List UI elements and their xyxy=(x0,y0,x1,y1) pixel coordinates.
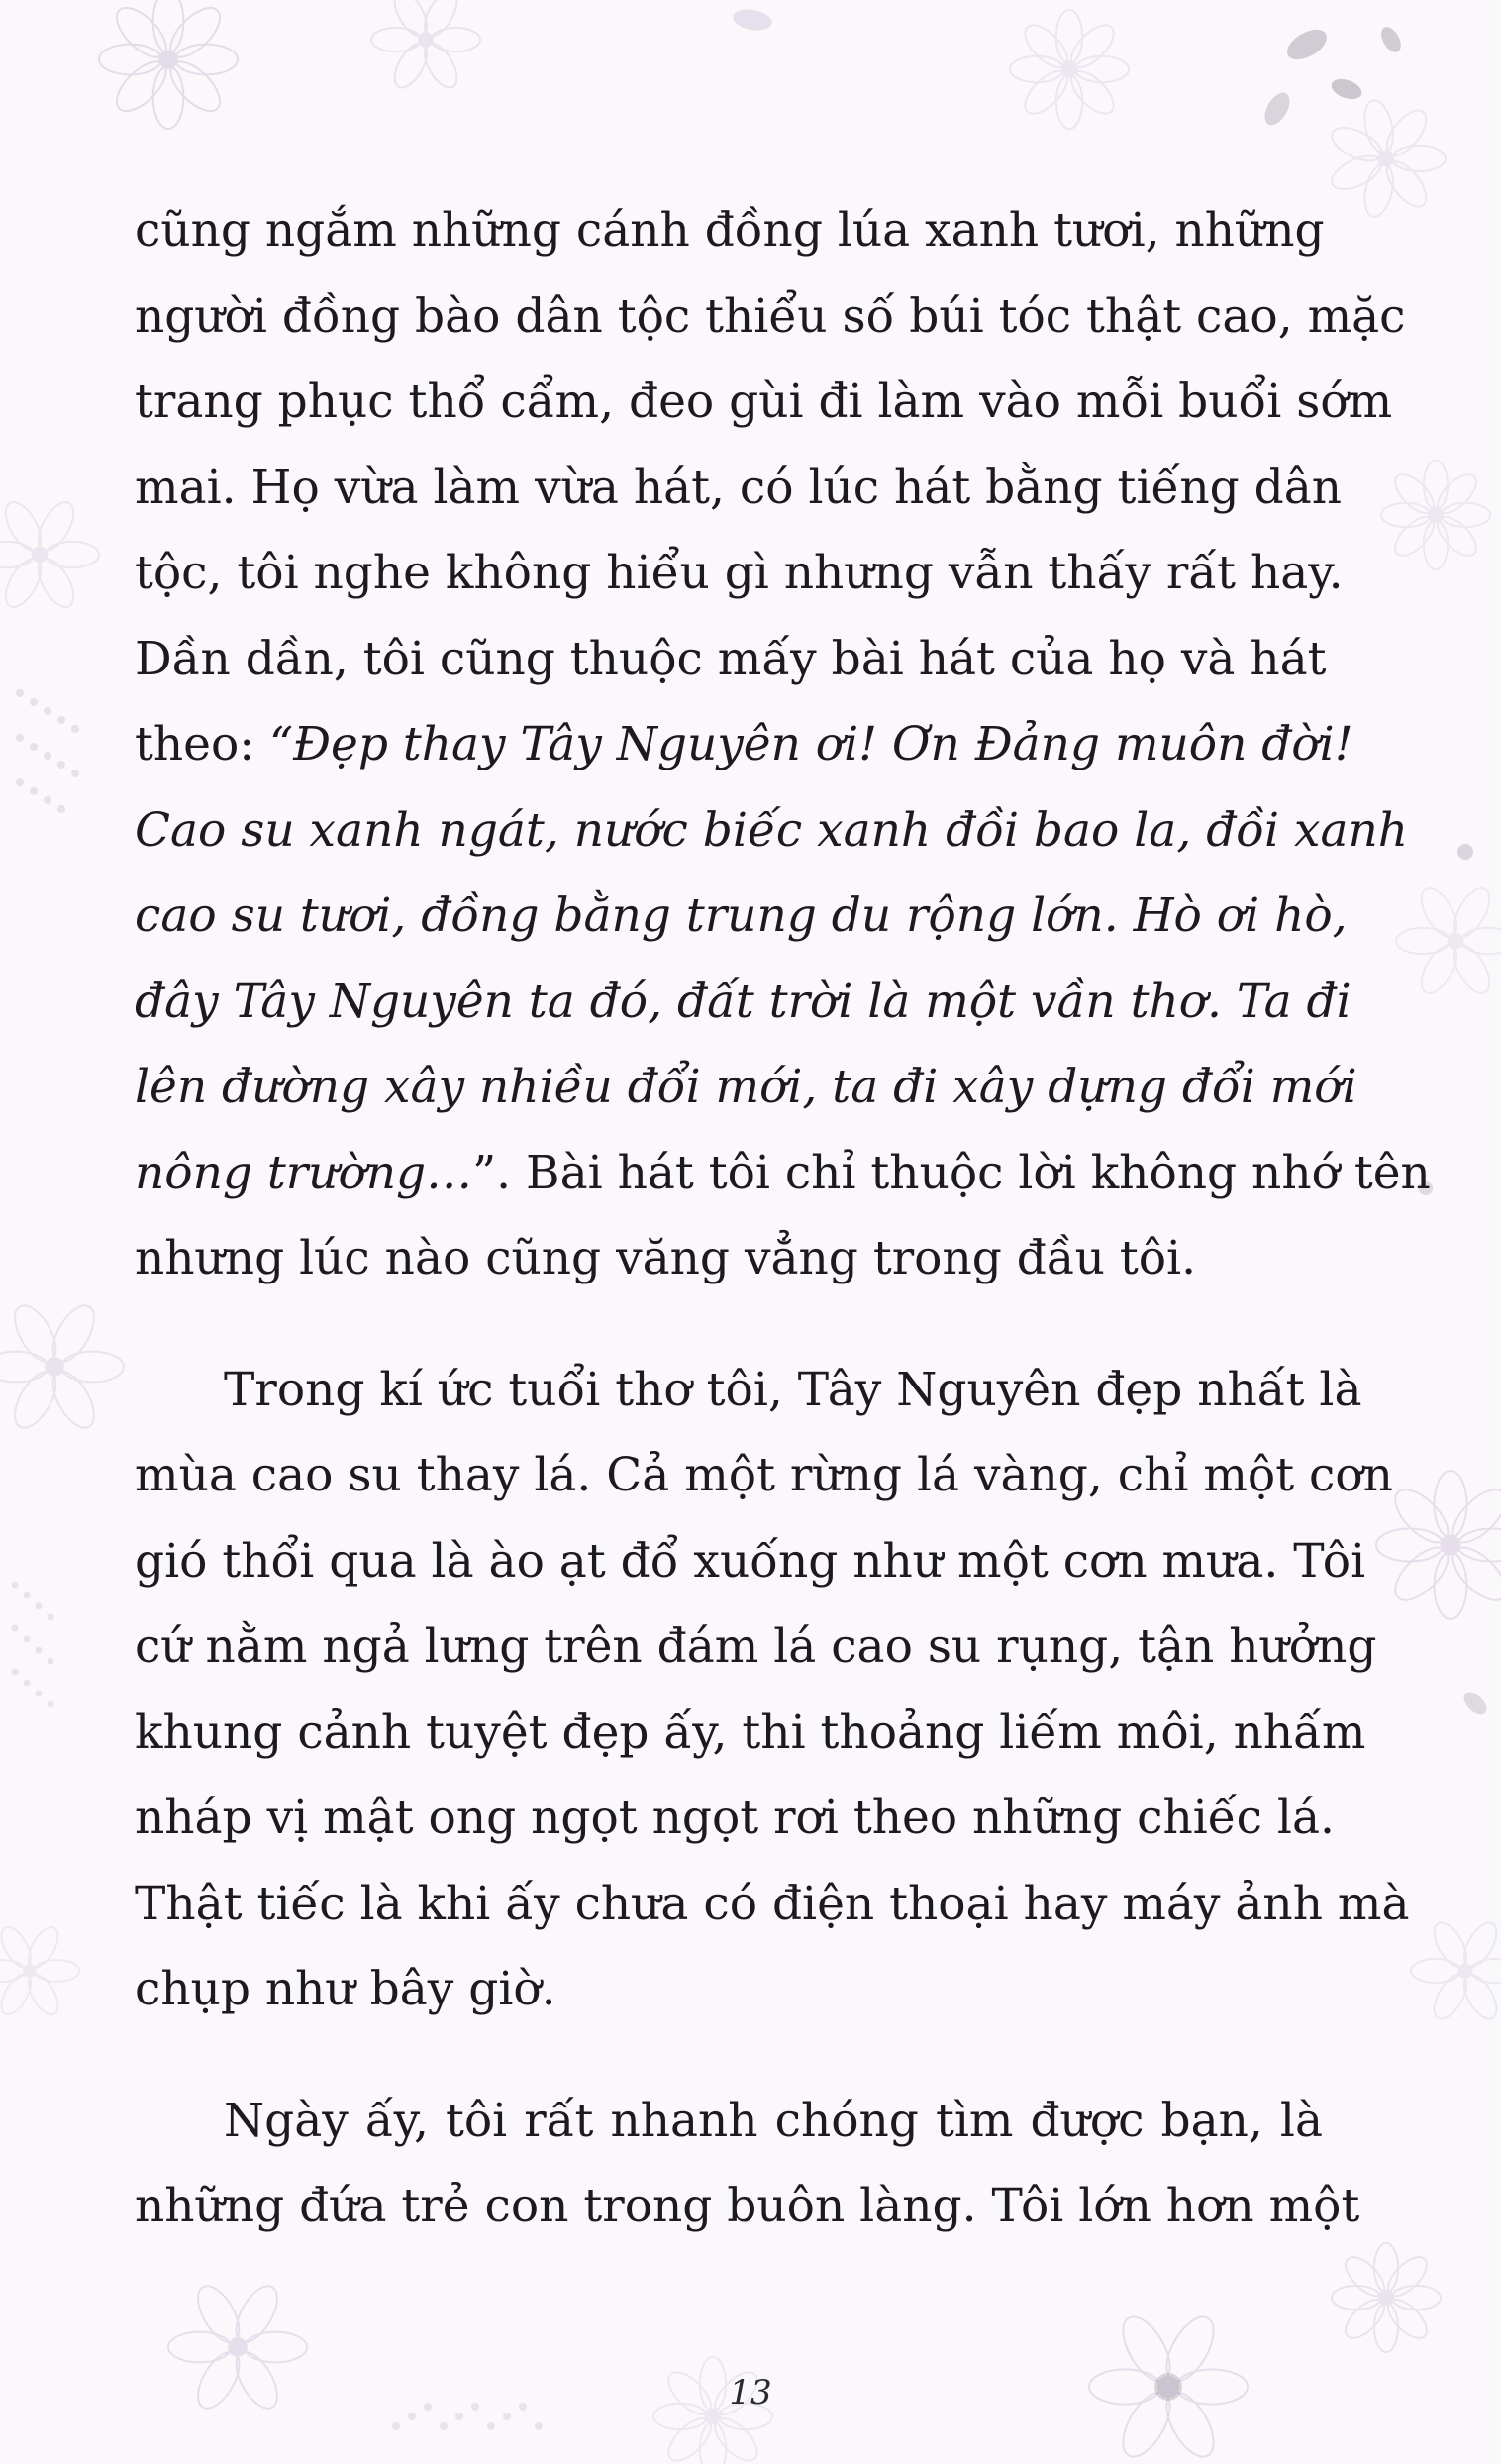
dot-decoration xyxy=(16,734,24,742)
flower-decoration xyxy=(1396,882,1501,998)
flower-decoration xyxy=(1411,1917,1501,2023)
paragraph xyxy=(135,188,1431,1302)
text-segment: cứ nằm ngả lưng trên đám lá cao su rụng, tận hưởng xyxy=(135,1619,1377,1674)
text-line xyxy=(135,2164,1360,2250)
text-line xyxy=(135,1604,1377,1691)
leaf-decoration xyxy=(1259,88,1294,129)
italic-lyric-segment: “Đẹp thay Tây Nguyên ơi! Ơn Đảng muôn đời! xyxy=(269,717,1353,771)
body-text xyxy=(135,188,1431,2250)
text-line xyxy=(135,1216,1323,1302)
leaf-decoration xyxy=(1329,75,1364,103)
paragraph-gap xyxy=(135,1302,1323,1348)
italic-lyric-segment: lên đường xây nhiều đổi mới, ta đi xây dựng đổi mới xyxy=(135,1060,1357,1114)
flower-decoration xyxy=(1010,10,1129,129)
dot-decoration xyxy=(12,1669,19,1676)
dot-decoration xyxy=(12,1625,19,1632)
dot-decoration xyxy=(48,1701,54,1708)
dot-decoration xyxy=(36,1603,43,1610)
dot-decoration xyxy=(16,689,24,697)
dot-decoration xyxy=(44,796,51,804)
page-number: 13 xyxy=(729,2373,772,2413)
dot-decoration xyxy=(24,1592,31,1599)
text-segment: gió thổi qua là ào ạt đổ xuống như một cơn mưa. Tôi xyxy=(135,1533,1366,1589)
text-line xyxy=(135,446,1343,532)
text-segment: theo: xyxy=(135,717,270,771)
text-line xyxy=(135,617,1327,703)
text-segment: những đứa trẻ con trong buôn làng. Tôi lớn hơn một xyxy=(135,2179,1360,2233)
text-line xyxy=(135,1691,1366,1777)
leaf-decoration xyxy=(1282,24,1332,66)
paragraph-gap xyxy=(135,2033,1323,2079)
italic-lyric-segment: nông trường… xyxy=(135,1145,473,1200)
dot-decoration xyxy=(48,1658,54,1665)
text-segment: chụp như bây giờ. xyxy=(135,1962,556,2016)
dot-decoration xyxy=(16,778,24,786)
dot-decoration xyxy=(71,725,79,733)
text-line xyxy=(135,1519,1366,1605)
dot-decoration xyxy=(24,1680,31,1687)
dot-decoration xyxy=(71,770,79,777)
text-segment: khung cảnh tuyệt đẹp ấy, thi thoảng liếm môi, nhấm xyxy=(135,1704,1366,1760)
dot-decoration xyxy=(30,787,38,795)
text-segment: ”. Bài hát tôi chỉ thuộc lời không nhớ tên xyxy=(472,1145,1431,1200)
italic-lyric-segment: đây Tây Nguyên ta đó, đất trời là một vần thơ. Ta đi xyxy=(135,974,1351,1029)
text-line xyxy=(135,873,1348,960)
leaf-decoration xyxy=(1459,1688,1490,1718)
flower-decoration xyxy=(1381,461,1490,569)
dot-decoration xyxy=(36,1691,43,1697)
dot-decoration xyxy=(30,743,38,751)
flower-decoration xyxy=(99,0,238,129)
dot-decoration xyxy=(48,1614,54,1621)
text-line xyxy=(135,2079,1323,2165)
dot-decoration xyxy=(57,761,65,769)
flower-decoration xyxy=(1327,98,1446,220)
text-segment: tộc, tôi nghe không hiểu gì nhưng vẫn thấy rất hay. xyxy=(135,546,1344,600)
text-segment: trang phục thổ cẩm, đeo gùi đi làm vào mỗi buổi sớm xyxy=(135,374,1393,429)
text-line xyxy=(135,1433,1393,1519)
text-segment: cũng ngắm những cánh đồng lúa xanh tươi, những xyxy=(135,203,1325,257)
dot-decoration xyxy=(535,2422,543,2430)
text-segment: Dần dần, tôi cũng thuộc mấy bài hát của họ và hát xyxy=(135,631,1327,686)
text-line xyxy=(135,531,1344,617)
leaf-decoration xyxy=(1377,24,1405,55)
dot-decoration xyxy=(503,2413,511,2420)
flower-decoration xyxy=(1332,2243,1441,2352)
flower-decoration xyxy=(371,0,480,93)
leaf-decoration xyxy=(732,7,774,34)
dot-decoration xyxy=(30,698,38,706)
dot-decoration xyxy=(44,752,51,760)
dot-decoration xyxy=(57,716,65,724)
text-segment: Ngày ấy, tôi rất nhanh chóng tìm được bạn, là xyxy=(224,2093,1323,2148)
text-line xyxy=(135,1776,1335,1862)
text-segment: Thật tiếc là khi ấy chưa có điện thoại hay máy ảnh mà xyxy=(135,1876,1410,1931)
flower-decoration xyxy=(0,1922,79,2019)
dot-decoration xyxy=(12,1582,19,1589)
dot-decoration xyxy=(1457,844,1473,860)
dot-decoration xyxy=(36,1647,43,1654)
dot-decoration xyxy=(44,707,51,715)
text-line xyxy=(135,702,1353,788)
flower-decoration xyxy=(1376,1471,1501,1619)
dot-decoration xyxy=(24,1636,31,1643)
text-line xyxy=(135,359,1393,446)
text-segment: mùa cao su thay lá. Cả một rừng lá vàng, chỉ một cơn xyxy=(135,1448,1393,1502)
text-line xyxy=(135,788,1409,874)
text-segment: Trong kí ức tuổi thơ tôi, Tây Nguyên đẹp nhất là xyxy=(224,1362,1362,1417)
italic-lyric-segment: Cao su xanh ngát, nước biếc xanh đồi bao la, đồi xanh xyxy=(135,802,1409,858)
text-line xyxy=(135,1131,1431,1217)
dot-decoration xyxy=(392,2422,400,2430)
paragraph xyxy=(135,1348,1410,2033)
dot-decoration xyxy=(408,2413,416,2420)
text-line xyxy=(135,274,1406,360)
paragraph xyxy=(135,2079,1360,2250)
text-line xyxy=(135,1862,1410,1948)
text-segment: nháp vị mật ong ngọt ngọt rơi theo những chiếc lá. xyxy=(135,1791,1335,1845)
italic-lyric-segment: cao su tươi, đồng bằng trung du rộng lớn. Hò ơi hò, xyxy=(135,888,1348,943)
text-line xyxy=(135,1045,1357,1131)
text-line xyxy=(135,188,1323,274)
dot-decoration xyxy=(487,2422,495,2430)
dot-decoration xyxy=(440,2422,448,2430)
dot-decoration xyxy=(57,805,65,813)
text-line xyxy=(135,1348,1362,1434)
text-segment: mai. Họ vừa làm vừa hát, có lúc hát bằng tiếng dân xyxy=(135,460,1343,515)
flower-decoration xyxy=(0,1299,124,1435)
dot-decoration xyxy=(455,2413,463,2420)
text-segment: người đồng bào dân tộc thiểu số búi tóc thật cao, mặc xyxy=(135,288,1406,344)
text-line xyxy=(135,1947,1323,2033)
flower-decoration xyxy=(0,496,99,612)
text-segment: nhưng lúc nào cũng văng vẳng trong đầu tôi. xyxy=(135,1231,1197,1285)
text-line xyxy=(135,960,1351,1046)
